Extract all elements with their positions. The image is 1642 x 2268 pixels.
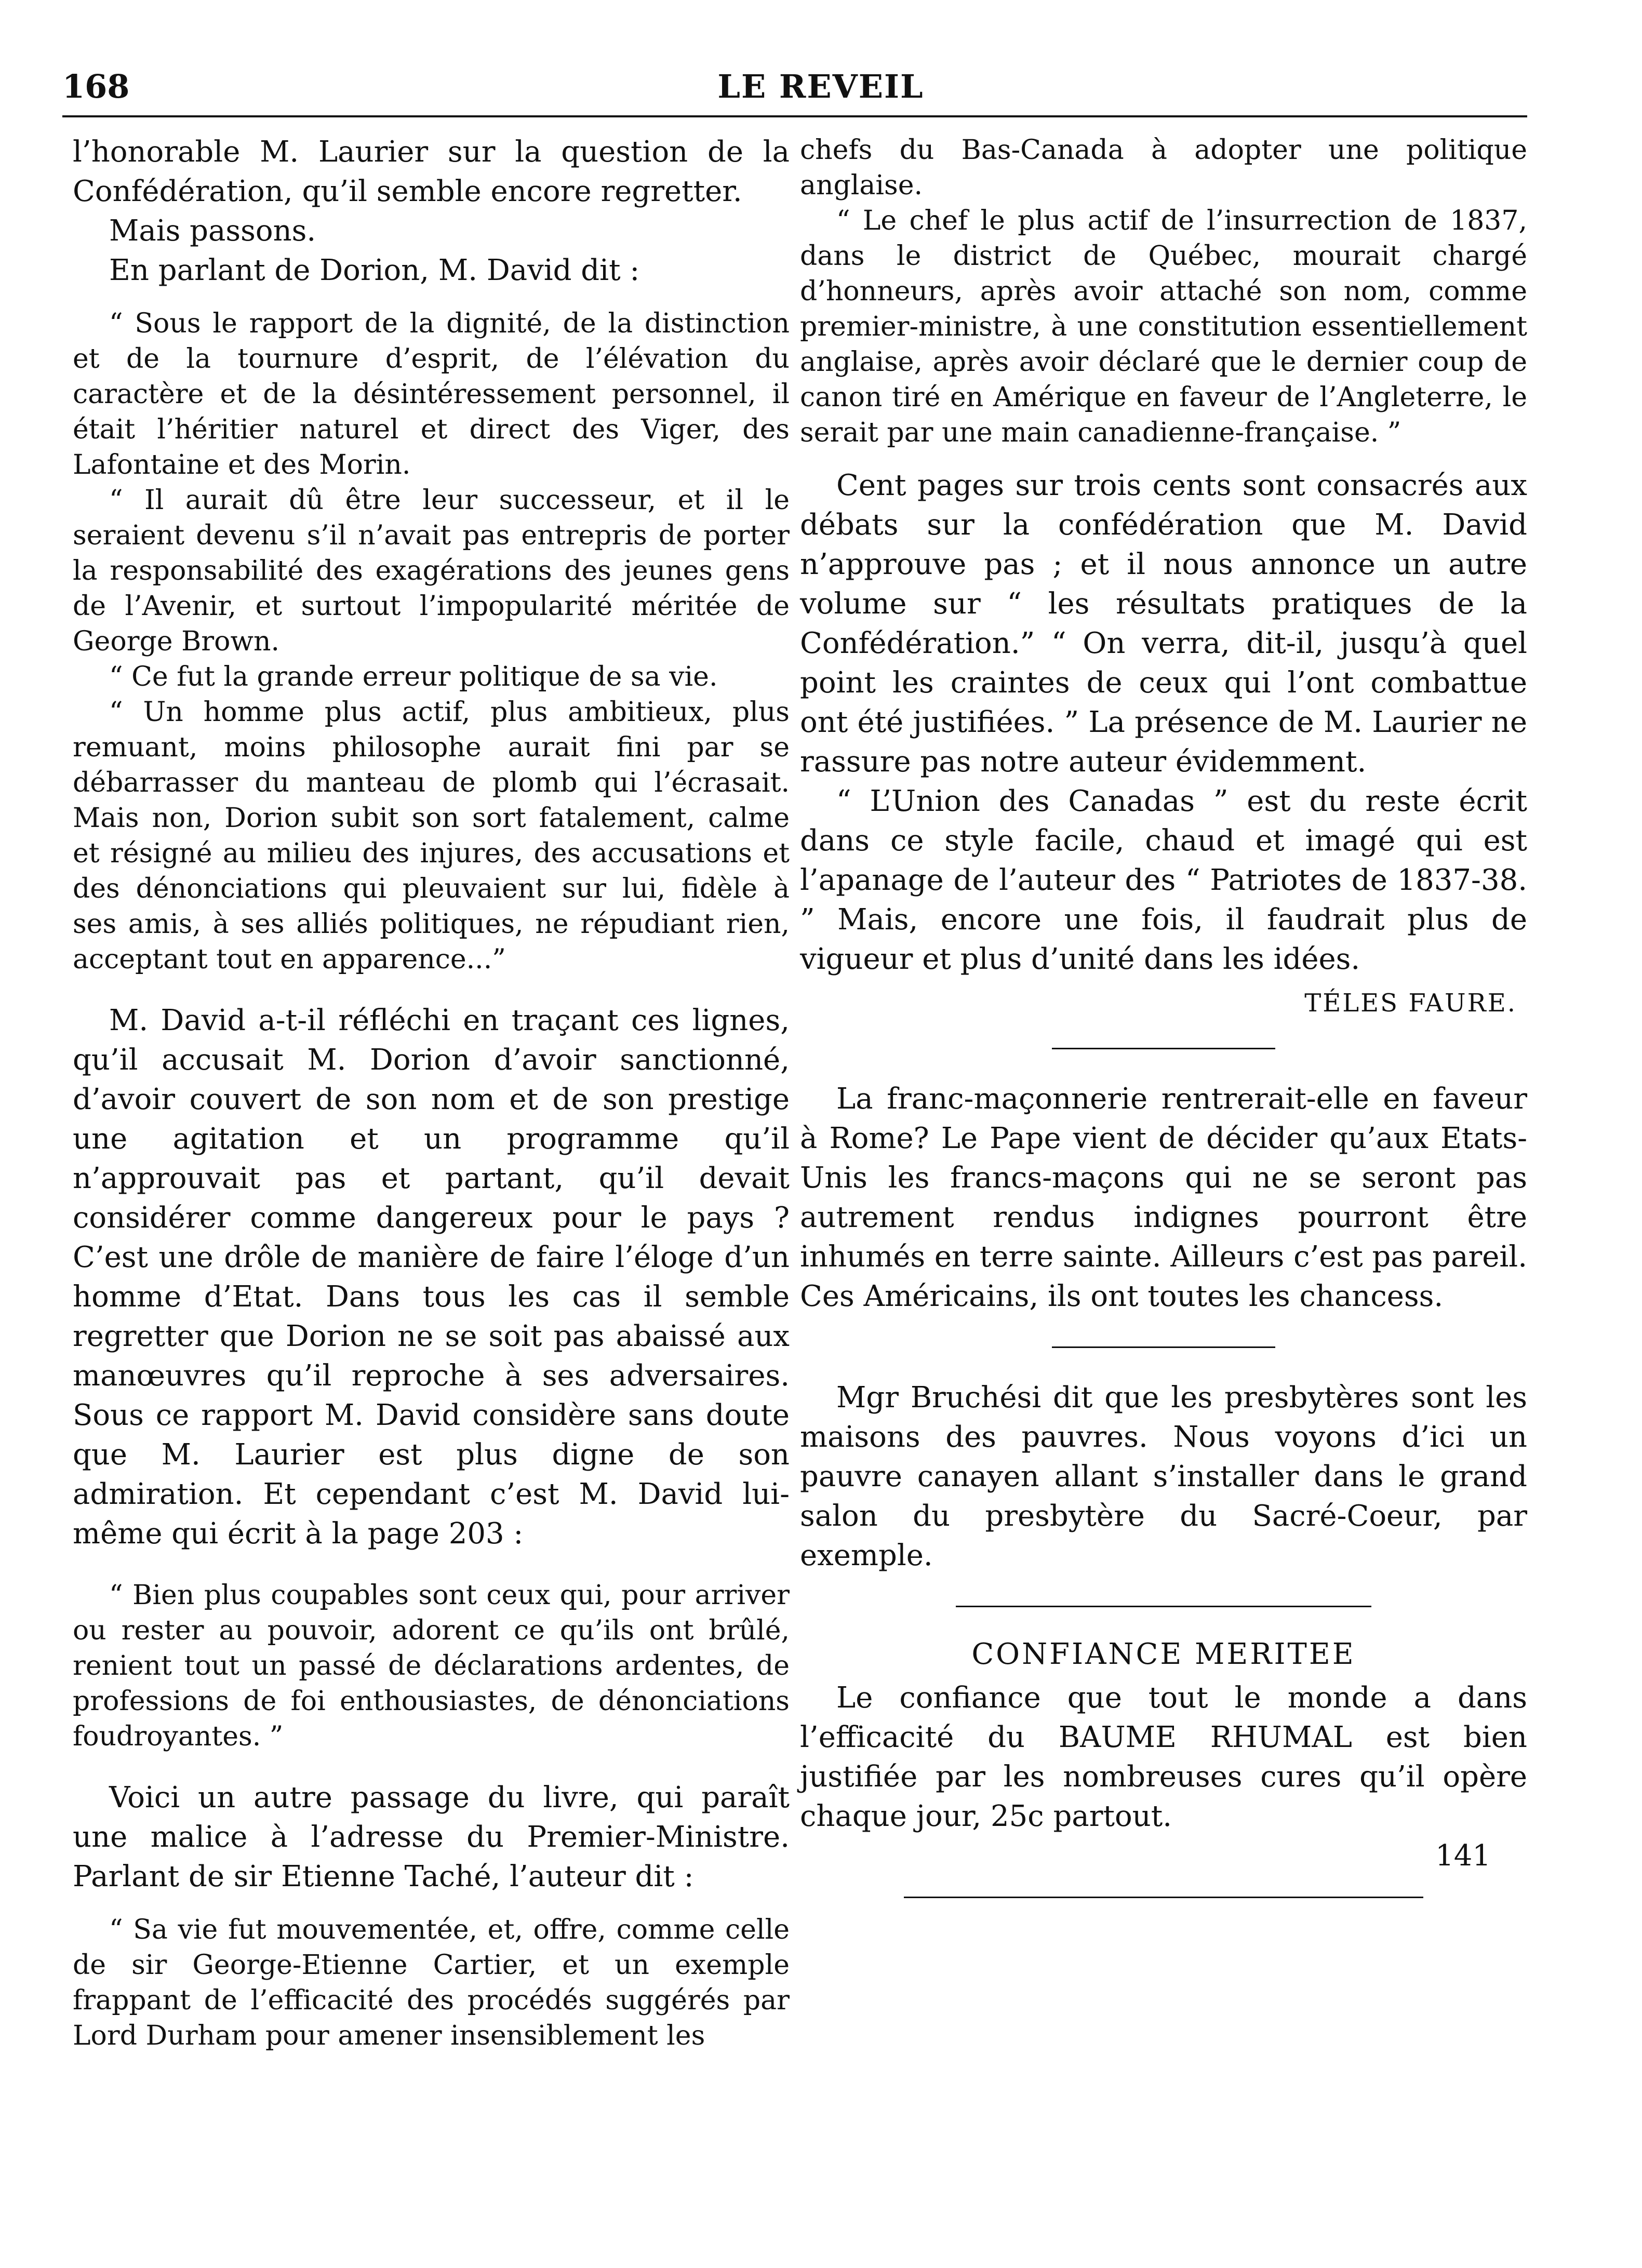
quote-paragraph: “ Ce fut la grande erreur politique de sa vie. <box>109 661 718 692</box>
quotation-tache-continued <box>800 132 1527 450</box>
news-item-freemasonry: La franc-maçonnerie rentrerait-elle en faveur à Rome? Le Pape vient de décider qu’aux Etats-Unis les francs-maçons qui ne se seront pas autrement rendus indignes pourront être inhumés en terre sainte. Ailleurs c’est pas pareil. Ces Américains, ils ont toutes les chancess. <box>800 1082 1527 1313</box>
news-item-bruchesi: Mgr Bruchési dit que les presbytères sont les maisons des pauvres. Nous voyons d’ici un pauvre canayen allant s’installer dans le grand salon du presbytère du Sacré-Coeur, par exemple. <box>800 1381 1527 1572</box>
quote-paragraph: “ Un homme plus actif, plus ambitieux, plus remuant, moins philosophe aurait fini par se débarrasser du manteau de plomb qui l’écrasait. Mais non, Dorion subit son sort fatalement, calme et résigné au milieu des injures, des accusations et des dénonciations qui pleuvaient sur lui, fidèle à ses amis, à ses alliés politiques, ne répudiant rien, acceptant tout en apparence...” <box>73 697 790 975</box>
quote-paragraph: chefs du Bas-Canada à adopter une politique anglaise. <box>800 135 1527 201</box>
section-divider <box>904 1897 1423 1898</box>
paragraph: En parlant de Dorion, M. David dit : <box>109 254 640 287</box>
paragraph: Voici un autre passage du livre, qui paraît une malice à l’adresse du Premier-Ministre. Parlant de sir Etienne Taché, l’auteur dit : <box>73 1781 790 1893</box>
paragraph: Mais passons. <box>109 214 316 248</box>
quotation-tache <box>73 1912 790 2053</box>
paragraph: l’honorable M. Laurier sur la question de la Confédération, qu’il semble encore regretter. <box>73 135 790 208</box>
page-title: LE REVEIL <box>717 68 924 105</box>
section-divider <box>1052 1048 1275 1049</box>
page-number: 168 <box>62 68 130 105</box>
left-column <box>73 132 790 2053</box>
section-divider <box>1052 1346 1275 1348</box>
paragraph: M. David a-t-il réfléchi en traçant ces lignes, qu’il accusait M. Dorion d’avoir sanctionné, d’avoir couvert de son nom et de son prestige une agitation et un programme qu’il n’approuvait pas et partant, qu’il devait considérer comme dangereux pour le pays ? C’est une drôle de manière de faire l’éloge d’un homme d’Etat. Dans tous les cas il semble regretter que Dorion ne se soit pas abaissé aux manœuvres qu’il reproche à ses adversaires. Sous ce rapport M. David considère sans doute que M. Laurier est plus digne de son admiration. Et cependant c’est M. David lui-même qui écrit à la page 203 : <box>73 1004 790 1551</box>
quote-paragraph: “ Bien plus coupables sont ceux qui, pour arriver ou rester au pouvoir, adorent ce qu’ils ont brûlé, renient tout un passé de déclarations ardentes, de professions de foi enthousiastes, de dénonciations foudroyantes. ” <box>73 1580 790 1752</box>
paragraph: Cent pages sur trois cents sont consacrés aux débats sur la confédération que M. David n’approuve pas ; et il nous annonce un autre volume sur “ les résultats pratiques de la Confédération.” “ On verra, dit-il, jusqu’à quel point les craintes de ceux qui l’ont combattue ont été justifiées. ” La présence de M. Laurier ne rassure pas notre auteur évidemment. <box>800 469 1527 779</box>
quote-paragraph: “ Le chef le plus actif de l’insurrection de 1837, dans le district de Québec, mourait chargé d’honneurs, après avoir attaché son nom, comme premier-ministre, à une constitution essentiellement anglaise, après avoir déclaré que le dernier coup de canon tiré en Amérique en faveur de l’Angleterre, le serait par une main canadienne-française. ” <box>800 205 1527 448</box>
quotation-dorion <box>73 306 790 977</box>
header-rule <box>62 115 1527 117</box>
quote-paragraph: “ Sous le rapport de la dignité, de la distinction et de la tournure d’esprit, de l’élévation du caractère et de la désintéressement personnel, il était l’héritier naturel et direct des Viger, des Lafontaine et des Morin. <box>73 308 790 481</box>
ad-text: Le confiance que tout le monde a dans l’efficacité du BAUME RHUMAL est bien justifiée par les nombreuses cures qu’il opère chaque jour, 25c partout. <box>800 1681 1527 1833</box>
author-signature: TÉLES FAURE. <box>1304 989 1517 1018</box>
quotation-page-203 <box>73 1578 790 1754</box>
ad-number: 141 <box>1435 1839 1491 1873</box>
section-divider <box>956 1606 1371 1607</box>
quote-paragraph: “ Sa vie fut mouvementée, et, offre, comme celle de sir George-Etienne Cartier, et un exemple frappant de l’efficacité des procédés suggérés par Lord Durham pour amener insensiblement les <box>73 1914 790 2051</box>
right-column <box>800 132 1527 1928</box>
ad-heading: CONFIANCE MERITEE <box>971 1637 1356 1671</box>
paragraph: “ L’Union des Canadas ” est du reste écrit dans ce style facile, chaud et imagé qui est l’apanage de l’auteur des “ Patriotes de 1837-38. ” Mais, encore une fois, il faudrait plus de vigueur et plus d’unité dans les idées. <box>800 784 1527 976</box>
quote-paragraph: “ Il aurait dû être leur successeur, et il le seraient devenu s’il n’avait pas entrepris de porter la responsabilité des exagérations des jeunes gens de l’Avenir, et surtout l’impopularité méritée de George Brown. <box>73 485 790 657</box>
